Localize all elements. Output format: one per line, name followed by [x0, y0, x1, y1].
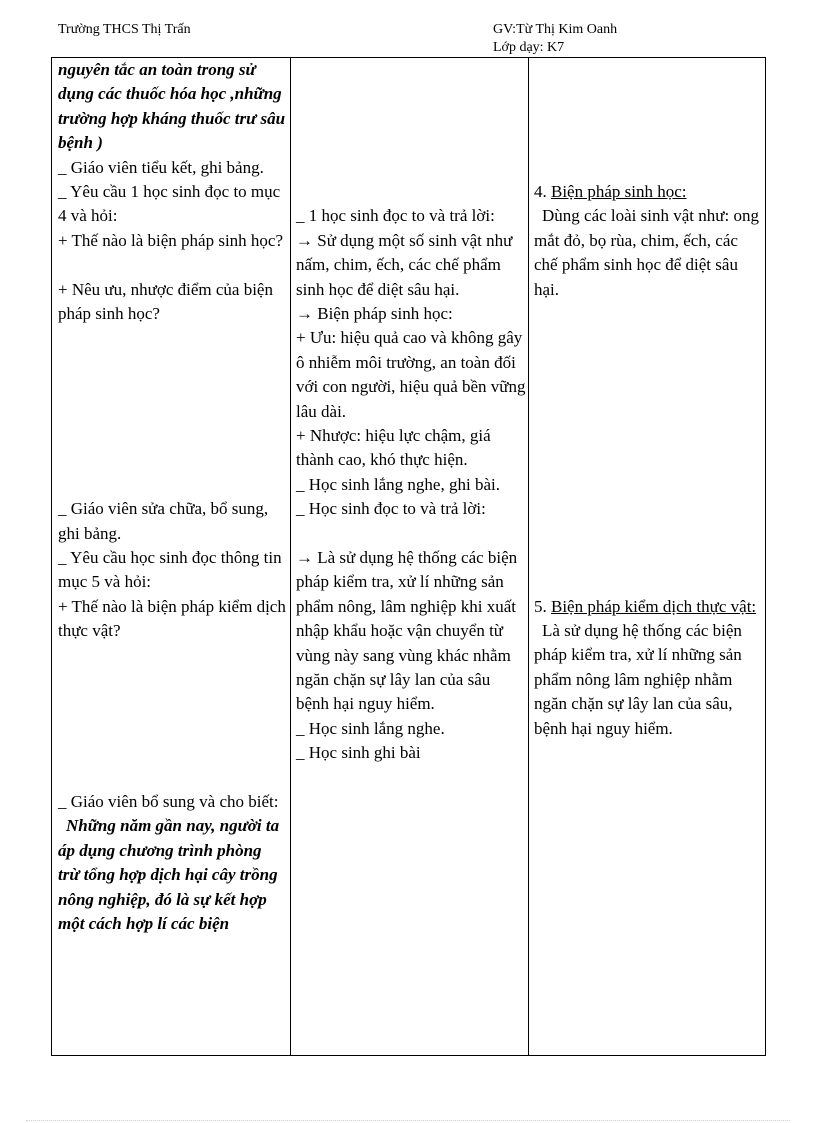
answer-quarantine: → Là sử dụng hệ thống các biện pháp kiểm tra, xử lí những sản phẩm nông, lâm nghiệp khi xuất nhập khẩu hoặc vận chuyển từ vùng này sang vùng khác nhằm ngăn chặn sự lây lan của sâu bệnh hại nguy hiểm.: [296, 548, 518, 714]
answer-bio-definition: → Sử dụng một số sinh vật như nấm, chim, ếch, các chế phẩm sinh học để diệt sâu hại.: [296, 230, 513, 299]
header-teacher: GV:Từ Thị Kim Oanh: [493, 22, 618, 37]
hs-listen: _ Học sinh lắng nghe.: [296, 718, 445, 738]
outro-italic-text: Những năm gần nay, người ta áp dụng chương trình phòng trừ tổng hợp dịch hại cây trồng nông nghiệp, đó là sự kết hợp một cách hợp lí các biện: [58, 816, 280, 933]
answer-pros: + Ưu: hiệu quả cao và không gây ô nhiễm môi trường, an toàn đối với con người, hiệu quả bền vững lâu dài.: [296, 328, 526, 421]
hs-note: _ Học sinh ghi bài: [296, 743, 421, 763]
gv-summary: _ Giáo viên tiểu kết, ghi bảng.: [58, 157, 264, 177]
section-5-title: Biện pháp kiểm dịch thực vật:: [551, 596, 757, 616]
hs-read-2: _ Học sinh đọc to và trả lời:: [296, 499, 486, 519]
section-4-text: Dùng các loài sinh vật như: ong mắt đỏ, bọ rùa, chim, ếch, các chế phẩm sinh học để diệt sâu hại.: [534, 206, 759, 299]
gv-add: _ Giáo viên bổ sung và cho biết:: [58, 791, 279, 811]
intro-italic-text: nguyên tắc an toàn trong sử dụng các thuốc hóa học ,những trường hợp kháng thuốc trư sâu bệnh ): [58, 60, 286, 153]
hs-read-1: _ 1 học sinh đọc to và trả lời:: [296, 206, 495, 226]
section-4-title: Biện pháp sinh học:: [551, 181, 687, 201]
question-what-is-bio: + Thế nào là biện pháp sinh học?: [58, 230, 284, 250]
section-5-heading: [534, 595, 762, 619]
section-5-number: 5.: [534, 596, 547, 616]
answer-cons: + Nhược: hiệu lực chậm, giá thành cao, khó thực hiện.: [296, 426, 491, 470]
teacher-activity-column: [58, 58, 286, 936]
lesson-table: [51, 57, 766, 1056]
page-bottom-dotted-line: [26, 1120, 790, 1121]
ask-read-section-5: _ Yêu cầu học sinh đọc thông tin mục 5 và hỏi:: [58, 548, 282, 592]
content-column: [534, 58, 762, 741]
question-pros-cons: + Nêu ưu, nhược điểm của biện pháp sinh học?: [58, 279, 273, 324]
header-school: Trường THCS Thị Trấn: [58, 22, 191, 37]
gv-correct: _ Giáo viên sửa chữa, bổ sung, ghi bảng.: [58, 499, 269, 543]
header-class: Lớp dạy: K7: [493, 40, 565, 55]
answer-bio-heading: → Biện pháp sinh học:: [296, 303, 453, 323]
student-activity-column: [296, 58, 526, 766]
column-divider-2: [528, 58, 529, 1055]
section-4-heading: [534, 180, 762, 204]
ask-read-section-4: _ Yêu cầu 1 học sinh đọc to mục 4 và hỏi:: [58, 182, 281, 226]
question-what-is-quarantine: + Thế nào là biện pháp kiểm dịch thực vật?: [58, 596, 286, 641]
column-divider-1: [290, 58, 291, 1055]
section-5-text: Là sử dụng hệ thống các biện pháp kiểm tra, xử lí những sản phẩm nông lâm nghiệp nhằm ngăn chặn sự lây lan của sâu, bệnh hại nguy hiểm.: [534, 621, 742, 738]
hs-listen-note: _ Học sinh lắng nghe, ghi bài.: [296, 474, 500, 494]
section-4-number: 4.: [534, 181, 547, 201]
header-teacher-block: [493, 21, 617, 57]
